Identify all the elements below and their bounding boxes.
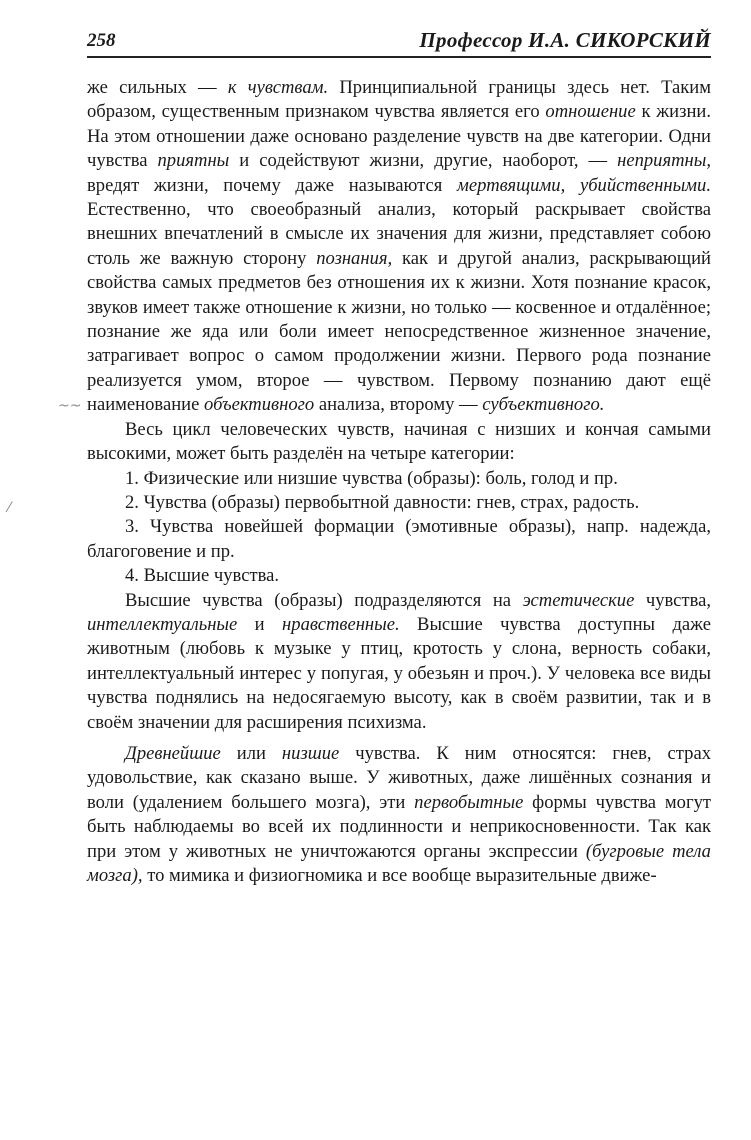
text-run: вредят жизни, почему даже называются [87,174,458,196]
italic-term: эстетические [522,589,635,611]
text-run: то мимика и физиогномика и все вообще выразительные движе- [142,865,657,886]
list-item [87,564,711,588]
paragraph [87,418,711,467]
paragraph [87,589,711,735]
italic-term: мертвящими, убийственными. [457,174,711,196]
text-run: к жизни. На этом отношении даже основано разделение чувств на две категории. Одни чувства [87,101,711,172]
text-run: Принципиальной границы здесь нет. Таким образом, существенным признаком чувства является его [87,77,711,123]
italic-term: первобытные [414,791,524,813]
italic-term: интеллектуальные [87,613,238,635]
italic-term: неприятны, [617,150,712,172]
main-text [87,76,711,888]
italic-term: познания, [316,247,393,269]
text-run: анализа, второму — [314,394,483,416]
italic-term: к чувствам. [227,77,329,98]
italic-term: приятны [157,150,230,172]
text-run: чувства, [634,589,711,611]
text-run: чувства. К ним относятся: гнев, страх удовольствие, как сказано выше. У животных, даже лишённых сознания и воли (удалением большего мозга), эти [87,742,711,813]
text-run: формы чувства могут быть наблюдаемы во всей их подлинности и неприкосновенности. Так как при этом у животных не уничтожаются органы экспрессии [87,791,711,862]
list-item [87,491,711,515]
list-item [87,467,711,491]
page-number: 258 [87,30,116,51]
paragraph [87,742,711,888]
italic-term: субъективного. [482,394,605,416]
text-run: или [220,742,282,764]
list-item [87,515,711,564]
book-page [87,28,711,888]
italic-term: Древнейшие [125,742,221,764]
paragraph [87,76,711,418]
text-run: 2. Чувства (образы) первобытной давности: гнев, страх, радость. [125,491,640,513]
text-run: Высшие чувства (образы) подразделяются на [125,589,523,611]
italic-term: отношение [545,101,636,123]
pencil-mark: ~~ [58,398,82,414]
pencil-mark: ⁄ [8,500,11,516]
text-run: 4. Высшие чувства. [125,565,280,587]
text-run: Высшие чувства доступны даже животным (любовь к музыке у птиц, кротость у слона, верность собаки, интеллектуальный интерес у попугая, у обезьян и проч.). У человека все виды чувства поднялись на недосягаемую высоту, как в своём развитии, так и в своём значении для расширения психизма. [87,613,712,733]
running-header [87,28,711,58]
italic-term: объективного [204,394,315,416]
text-run: и содействуют жизни, другие, наоборот, — [229,150,618,172]
text-run: же сильных — [87,77,228,98]
italic-term: низшие [281,742,340,764]
italic-term: (бугровые тела мозга), [87,840,711,886]
text-run: как и другой анализ, раскрывающий свойства самых предметов без отношения их к жизни. Хотя познание красок, звуков имеет также отношение к жизни, но только — косвенное и отдалённое; познание же яда или боли имеет непосредственное жизненное значение, затрагивает вопрос о самом продолжении жизни. Первого рода познание реализуется умом, второе — чувством. Первому познанию дают ещё наименование [87,247,711,416]
text-run: Естественно, что своеобразный анализ, который раскрывает свойства внешних впечатлений в смысле их значения для жизни, представляет собою столь же важную сторону [87,199,711,269]
text-run: и [237,613,283,635]
text-run: Весь цикл человеческих чувств, начиная с низших и кончая самыми высокими, может быть разделён на четыре категории: [87,418,711,465]
text-run: 3. Чувства новейшей формации (эмотивные образы), напр. надежда, благоговение и пр. [87,516,711,562]
italic-term: нравственные. [282,613,400,635]
running-title: Профессор И.А. СИКОРСКИЙ [419,28,711,52]
text-run: 1. Физические или низшие чувства (образы): боль, голод и пр. [125,467,618,489]
